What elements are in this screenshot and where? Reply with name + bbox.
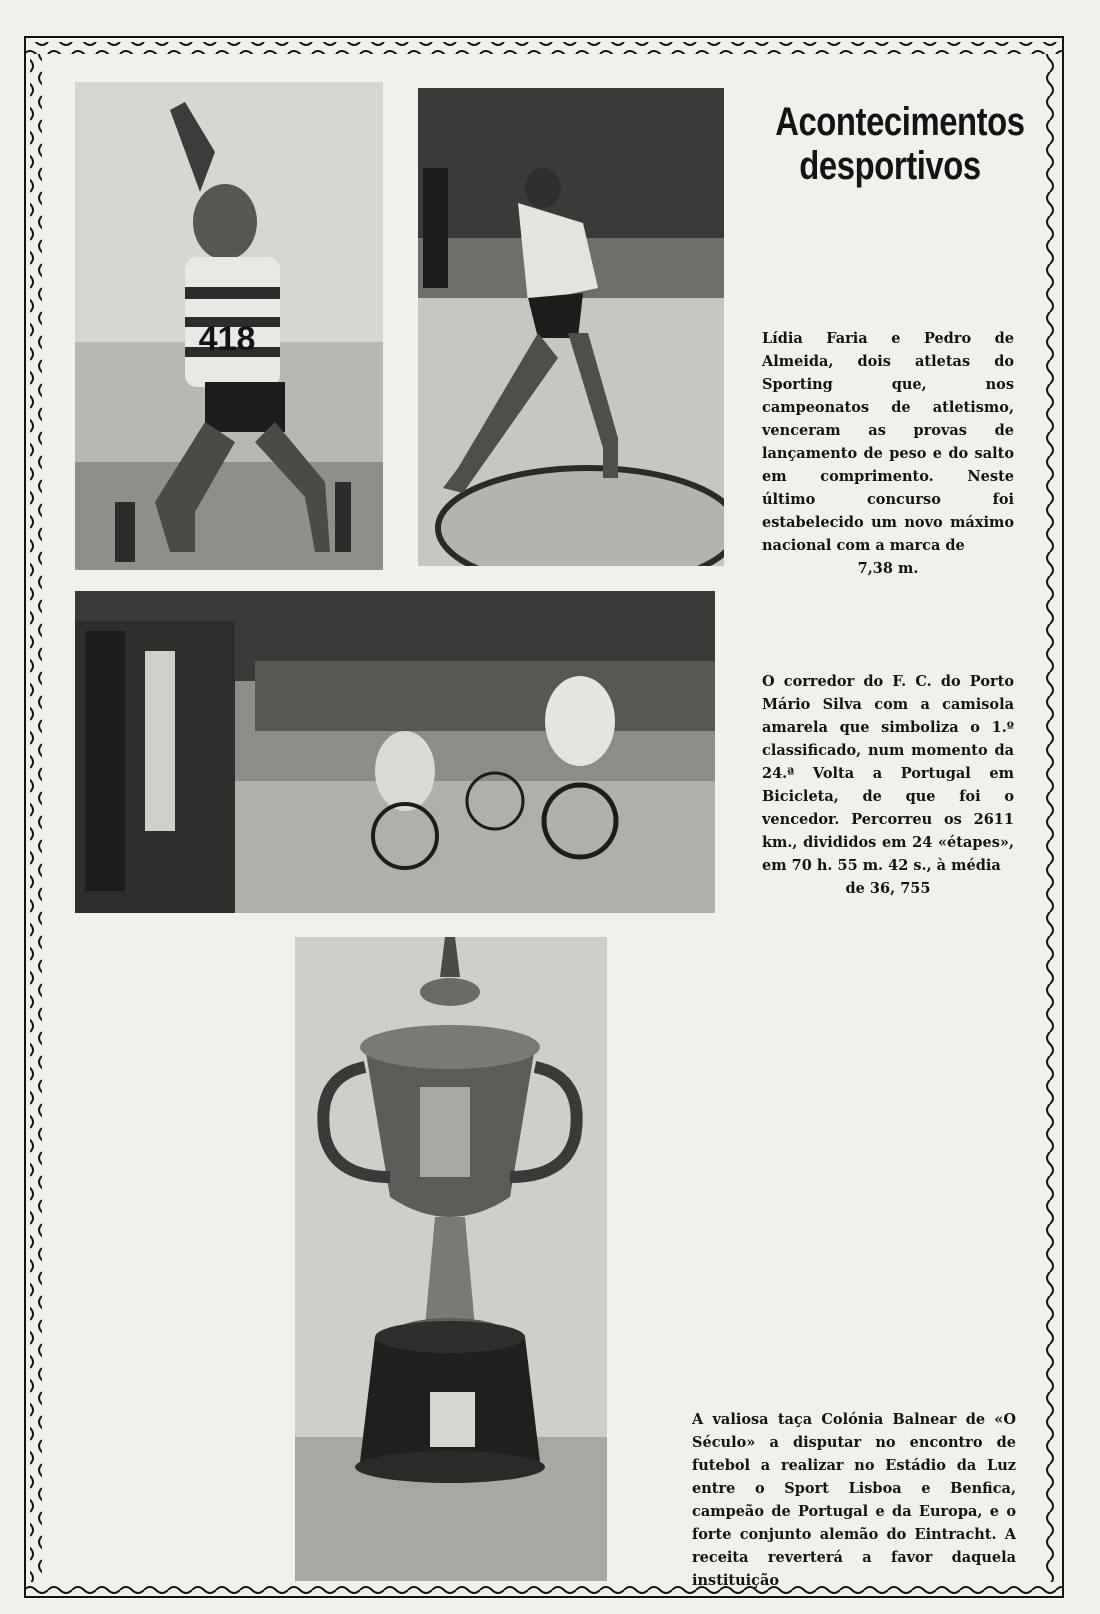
cycling-caption-text: O corredor do F. C. do Porto Mário Silva com a camisola amarela que simboliza o 1.º classificado, num momento da 24.ª Volta a Portugal em Bicicleta, de que foi o vencedor. Percorreu os 2611 km., divididos em 24 «étapes», em 70 h. 55 m. 42 s., à média xyxy=(762,673,1014,874)
trophy-caption xyxy=(692,1408,1016,1592)
athletics-caption xyxy=(762,327,1014,580)
bib-number: 418 xyxy=(198,320,256,358)
cycling-caption xyxy=(762,670,1014,900)
title-line-1: Acontecimentos xyxy=(775,100,1025,144)
athletics-caption-text: Lídia Faria e Pedro de Almeida, dois atletas do Sporting que, nos campeonatos de atletismo, venceram as provas de lançamento de peso e do salto em comprimento. Neste último concurso foi estabelecido um novo máximo nacional com a marca de xyxy=(762,330,1014,554)
athletics-caption-mark: 7,38 m. xyxy=(857,560,919,577)
page-title xyxy=(775,100,1025,188)
trophy-photo xyxy=(295,937,607,1581)
cycling-caption-average: de 36, 755 xyxy=(845,880,931,897)
cycling-photo xyxy=(75,591,715,913)
long-jump-photo xyxy=(75,82,383,570)
trophy-caption-text: A valiosa taça Colónia Balnear de «O Século» a disputar no encontro de futebol a realizar no Estádio da Luz entre o Sport Lisboa e Benfica, campeão de Portugal e da Europa, e o forte conjunto alemão do Eintracht. A receita reverterá a favor daquela instituição xyxy=(692,1411,1016,1589)
title-line-2: desportivos xyxy=(799,144,981,188)
shot-put-photo xyxy=(418,88,724,566)
